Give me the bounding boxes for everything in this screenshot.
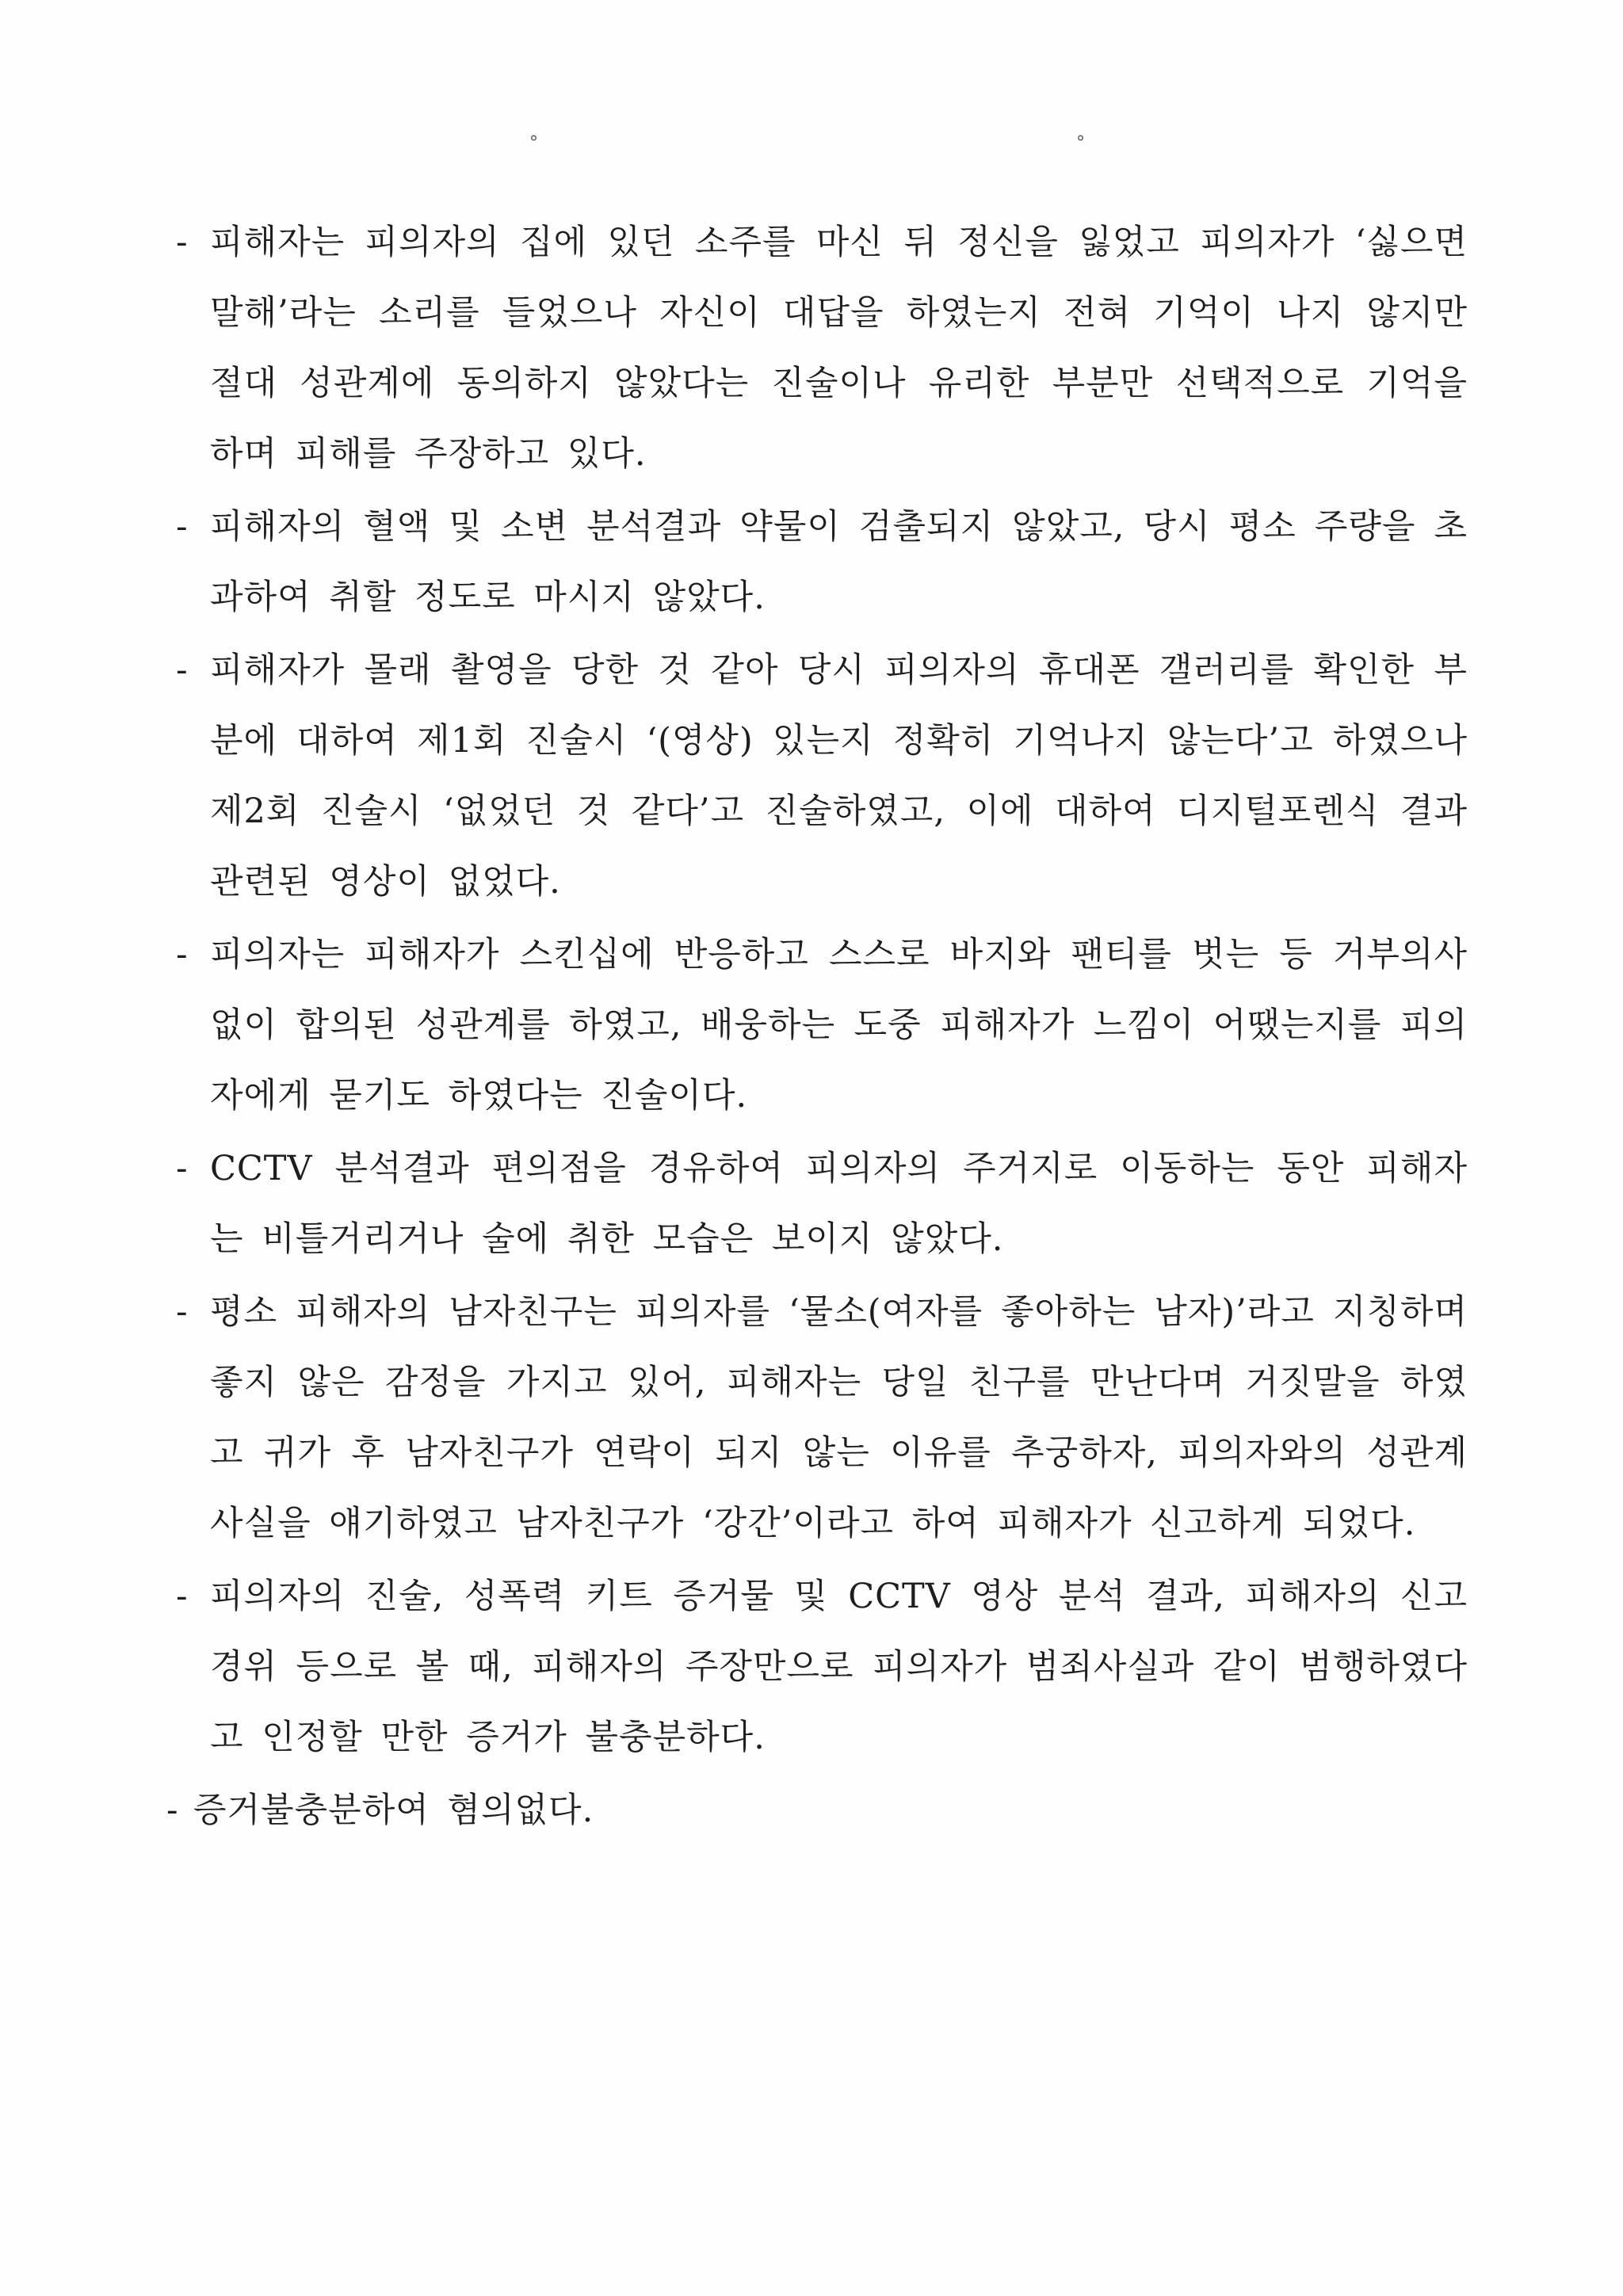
bullet-dash: - xyxy=(176,650,189,690)
bullet-dash: - xyxy=(176,1149,189,1188)
bullet-dash: - xyxy=(176,223,189,262)
item-text: 평소 피해자의 남자친구는 피의자를 ‘물소(여자를 좋아하는 남자)’라고 지칭하며 좋지 않은 감정을 가지고 있어, 피해자는 당일 친구를 만난다며 거짓말을 하였고 귀가 후 남자친구가 연락이 되지 않는 이유를 추궁하자, 피의자와의 성관계 사실을 얘기하였고 남자친구가 ‘강간’이라고 하여 피해자가 신고하게 되었다. xyxy=(210,1292,1468,1543)
bullet-dash: - xyxy=(176,1292,189,1332)
item-text: 피의자의 진술, 성폭력 키트 증거물 및 CCTV 영상 분석 결과, 피해자의 신고 경위 등으로 볼 때, 피해자의 주장만으로 피의자가 범죄사실과 같이 범행하였다고 인정할 만한 증거가 불충분하다. xyxy=(210,1577,1468,1757)
document-body xyxy=(166,208,1468,1846)
list-item xyxy=(176,635,1468,917)
bullet-dash: - xyxy=(176,1577,189,1616)
bullet-dash: - xyxy=(176,935,189,974)
header-mark-left: ° xyxy=(529,133,538,153)
list-item xyxy=(176,492,1468,633)
item-text: 피해자는 피의자의 집에 있던 소주를 마신 뒤 정신을 잃었고 피의자가 ‘싫으면 말해’라는 소리를 들었으나 자신이 대답을 하였는지 전혀 기억이 나지 않지만 절대 성관계에 동의하지 않았다는 진술이나 유리한 부분만 선택적으로 기억을 하며 피해를 주장하고 있다. xyxy=(210,223,1468,474)
item-text: 피의자는 피해자가 스킨십에 반응하고 스스로 바지와 팬티를 벗는 등 거부의사 없이 합의된 성관계를 하였고, 배웅하는 도중 피해자가 느낌이 어땠는지를 피의자에게 묻기도 하였다는 진술이다. xyxy=(210,935,1468,1116)
list-item xyxy=(176,1562,1468,1773)
item-text: 증거불충분하여 혐의없다. xyxy=(193,1791,594,1830)
list-item xyxy=(176,1134,1468,1275)
header-mark-right: ° xyxy=(1076,133,1085,153)
item-text: 피해자가 몰래 촬영을 당한 것 같아 당시 피의자의 휴대폰 갤러리를 확인한 부분에 대하여 제1회 진술시 ‘(영상) 있는지 정확히 기억나지 않는다’고 하였으나 제2회 진술시 ‘없었던 것 같다’고 진술하였고, 이에 대하여 디지털포렌식 결과 관련된 영상이 없었다. xyxy=(210,650,1468,902)
list-item xyxy=(176,1277,1468,1559)
bullet-dash: - xyxy=(166,1791,179,1830)
list-item xyxy=(176,208,1468,490)
list-item-conclusion xyxy=(166,1775,1468,1846)
item-text: 피해자의 혈액 및 소변 분석결과 약물이 검출되지 않았고, 당시 평소 주량을 초과하여 취할 정도로 마시지 않았다. xyxy=(210,507,1468,617)
item-text: CCTV 분석결과 편의점을 경유하여 피의자의 주거지로 이동하는 동안 피해자는 비틀거리거나 술에 취한 모습은 보이지 않았다. xyxy=(210,1149,1468,1259)
list-item xyxy=(176,920,1468,1131)
bullet-dash: - xyxy=(176,507,189,547)
